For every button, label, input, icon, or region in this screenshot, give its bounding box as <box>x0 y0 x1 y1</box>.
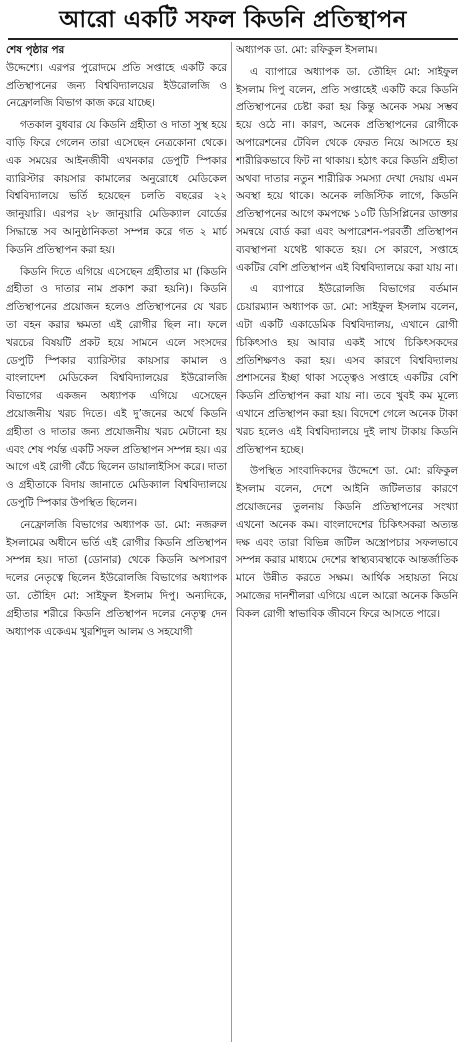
headline-rule <box>8 38 458 40</box>
article-column-right <box>236 42 458 1042</box>
paragraph: উপস্থিত সাংবাদিকদের উদ্দেশে ডা. মো: রফিকুল ইসলাম বলেন, দেশে আইনি জটিলতার কারণে প্রয়োজনের তুলনায় কিডনি প্রতিস্থাপনের সংখ্যা এখনো অনেক কম। বাংলাদেশের চিকিৎসকরা অত্যন্ত দক্ষ এবং তারা বিভিন্ন জটিল অস্ত্রোপচার সফলভাবে সম্পন্ন করার মাধ্যমে দেশের স্বাস্থ্যব্যবস্থাকে আন্তর্জাতিক মানে উন্নীত করতে সক্ষম। আর্থিক সহায়তা নিয়ে সমাজের দানশীলরা এগিয়ে এলে আরো অনেক কিডনি বিকল রোগী স্বাভাবিক জীবনে ফিরে আসতে পারে। <box>236 465 458 620</box>
paragraph: উদ্দেশ্যে। এরপর পুরোদমে প্রতি সপ্তাহে একটি করে প্রতিস্থাপনের জন্য বিশ্ববিদ্যালয়ের ইউরোলজি ও নেফ্রোলজি বিভাগ কাজ করে যাচ্ছে। <box>6 61 227 110</box>
column-divider <box>231 42 232 1042</box>
paragraph: গতকাল বুধবার যে কিডনি গ্রহীতা ও দাতা সুস্থ হয়ে বাড়ি ফিরে গেলেন তারা এসেছেন নেত্রকোনা থেকে। এক সময়ের আইনজীবী এখনকার ডেপুটি স্পিকার ব্যারিস্টার কায়সার কামালের অনুরোধে মেডিকেল বিশ্ববিদ্যালয়ে ভর্তি হয়েছেন চলতি বছরের ২২ জানুয়ারি। এরপর ২৮ জানুয়ারি মেডিক্যাল বোর্ডের সিদ্ধান্তে সব আনুষ্ঠানিকতা সম্পন্ন করে গত ২ মার্চ কিডনি প্রতিস্থাপন করা হয়। <box>6 119 227 256</box>
paragraph: এ ব্যাপারে অধ্যাপক ডা. তৌহিদ মো: সাইফুল ইসলাম দিপু বলেন, প্রতি সপ্তাহেই একটি করে কিডনি প্রতিস্থাপনের চেষ্টা করা হয় কিন্তু অনেক সময় সম্ভব হয়ে ওঠে না। কারণ, অনেক প্রতিস্থাপনের রোগীকে অপারেশনের টেবিল থেকে ফেরত নিয়ে আসতে হয় শারীরিকভাবে ফিট না থাকায়। হঠাৎ করে কিডনি গ্রহীতা অথবা দাতার নতুন শারীরিক সমস্যা দেখা দেয়ায় এমন অবস্থা হয়ে থাকে। অনেক লজিস্টিক লাগে, কিডনি প্রতিস্থাপনের আগে কমপক্ষে ১০টি ডিসিপ্লিনের ডাক্তার সমন্বয়ে বোর্ড করা এবং অপারেশন-পরবর্তী প্রতিস্থাপন ব্যবস্থাপনা যথেষ্ট থাকতে হয়। সে কারণে, সপ্তাহে একটির বেশি প্রতিস্থাপন এই বিশ্ববিদ্যালয়ে করা যায় না। <box>236 65 458 274</box>
paragraph: কিডনি দিতে এগিয়ে এসেছেন গ্রহীতার মা (কিডনি গ্রহীতা ও দাতার নাম প্রকাশ করা হয়নি)। কিডনি প্রতিস্থাপনের প্রয়োজন হলেও প্রতিস্থাপনের যে খরচ তা বহন করার ক্ষমতা এই রোগীর ছিল না। ফলে খরচের বিষয়টি প্রকট হয়ে সামনে এলে সংসদের ডেপুটি স্পিকার ব্যারিস্টার কায়সার কামাল ও বাংলাদেশ মেডিকেল বিশ্ববিদ্যালয়ের ইউরোলজি বিভাগের একজন অধ্যাপক এগিয়ে এসেছেন প্রয়োজনীয় খরচ দিতে। এই দু’জনের অর্থে কিডনি গ্রহীতা ও দাতার জন্য প্রযোজনীয় খরচ মেটানো হয় এবং শেষ পর্যন্ত একটি সফল প্রতিস্থাপন সম্পন্ন হয়। এর আগে এই রোগী বেঁচে ছিলেন ডায়ালাইসিস করে। দাতা ও গ্রহীতাকে বিদায় জানাতে মেডিক্যাল বিশ্ববিদ্যালয়ে ডেপুটি স্পিকার উপস্থিত ছিলেন। <box>6 265 227 509</box>
article-column-left <box>6 42 227 1042</box>
paragraph: অধ্যাপক ডা. মো: রফিকুল ইসলাম। <box>236 44 378 56</box>
paragraph: নেফ্রোলজি বিভাগের অধ্যাপক ডা. মো: নজরুল ইসলামের অধীনে ভর্তি এই রোগীর কিডনি প্রতিস্থাপন সম্পন্ন হয়। দাতা (ডোনার) থেকে কিডনি অপসারণ দলের নেতৃত্বে ছিলেন ইউরোলজি বিভাগের অধ্যাপক ডা. তৌহিদ মো: সাইফুল ইসলাম দিপু। অন্যদিকে, গ্রহীতার শরীরে কিডনি প্রতিস্থাপন দলের নেতৃত্ব দেন অধ্যাপক একেএম খুরশিদুল আলম ও সহযোগী <box>6 518 227 638</box>
article-headline: আরো একটি সফল কিডনি প্রতিস্থাপন <box>59 7 407 33</box>
paragraph: এ ব্যাপারে ইউরোলজি বিভাগের বর্তমান চেয়ারম্যান অধ্যাপক ডা. মো: সাইফুল ইসলাম বলেন, এটা একটি একাডেমিক বিশ্ববিদ্যালয়, এখানে রোগী চিকিৎসাও হয় আবার একই সাথে চিকিৎসকদের প্রতিশিক্ষণও করা হয়। এসব কারণে বিশ্ববিদ্যালয় প্রশাসনের ইচ্ছা থাকা সত্ত্বেও সপ্তাহে একটির বেশি কিডনি প্রতিস্থাপন করা যায় না। তবে খুবই কম মূল্যে এখানে প্রতিস্থাপন করা হয়। বিদেশে গেলে অনেক টাকা খরচ হলেও এই বিশ্ববিদ্যালয়ে দুই লাখ টাকায় কিডনি প্রতিস্থাপন হচ্ছে। <box>236 283 458 456</box>
continued-from-label: শেষ পৃষ্ঠার পর <box>6 44 65 56</box>
